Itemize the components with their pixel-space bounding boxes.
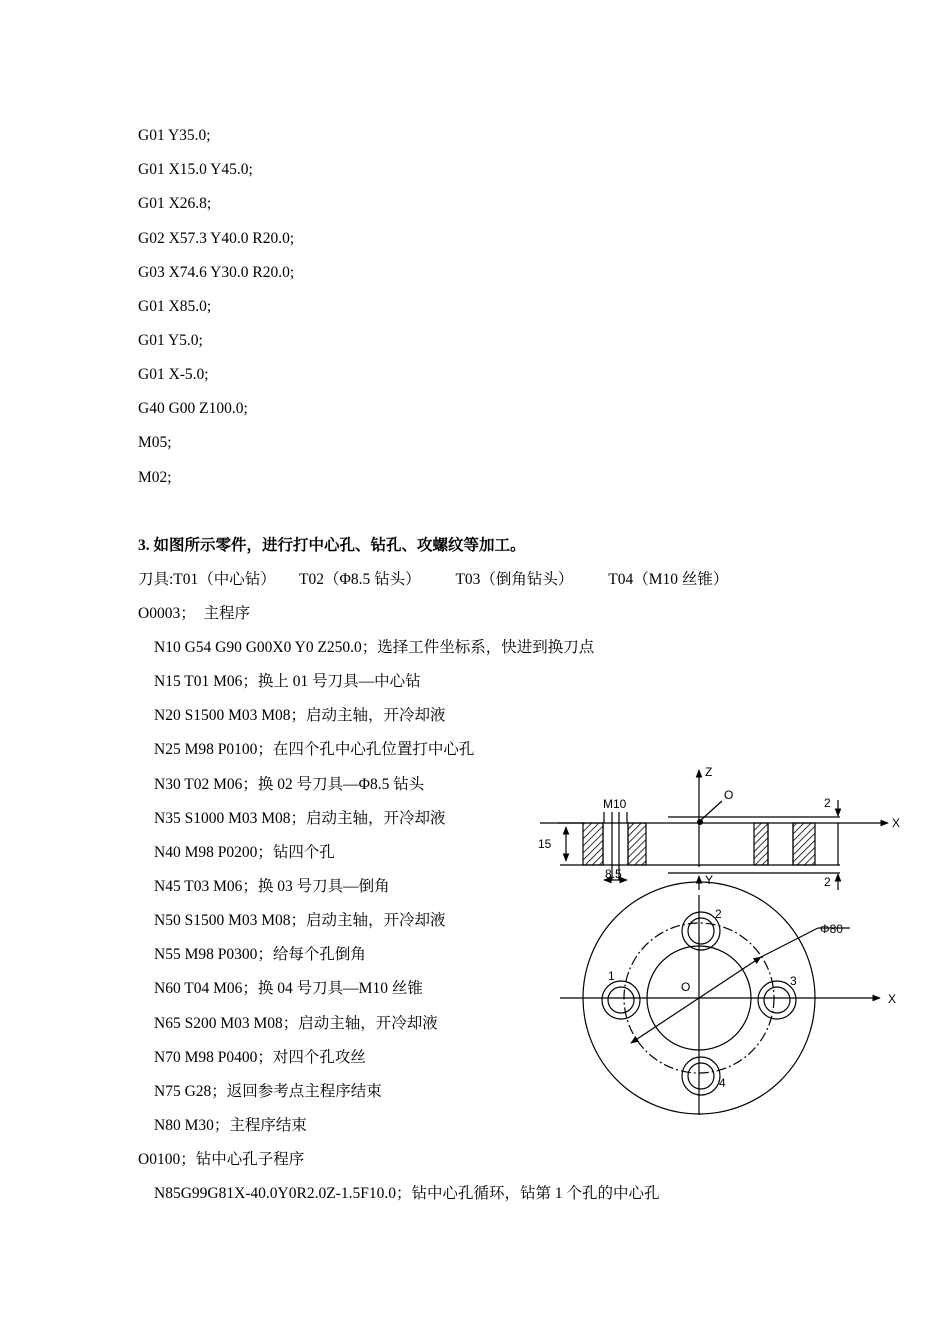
- program-line: N25 M98 P0100；在四个孔中心孔位置打中心孔: [154, 741, 475, 758]
- program-line: N65 S200 M03 M08；启动主轴，开冷却液: [154, 1015, 438, 1032]
- tool-list: 刀具:T01（中心钻） T02（Φ8.5 钻头） T03（倒角钻头） T04（M10 丝锥）: [138, 571, 729, 588]
- program-line: N10 G54 G90 G00X0 Y0 Z250.0；选择工件坐标系，快进到换刀点: [154, 639, 595, 656]
- hole-4: [682, 1057, 720, 1095]
- phi80-label: Φ80: [820, 922, 843, 936]
- program-line: N70 M98 P0400；对四个孔攻丝: [154, 1049, 366, 1066]
- program-line: N30 T02 M06；换 02 号刀具—Φ8.5 钻头: [154, 776, 425, 793]
- hole-1: [602, 981, 640, 1019]
- program-line: N80 M30；主程序结束: [154, 1117, 307, 1134]
- program-line: N15 T01 M06；换上 01 号刀具—中心钻: [154, 673, 421, 690]
- program-header: O0003； 主程序: [138, 605, 250, 622]
- program-line: N85G99G81X-40.0Y0R2.0Z-1.5F10.0；钻中心孔循环，钻第 1 个孔的中心孔: [154, 1185, 660, 1202]
- y-axis-label: Y: [705, 873, 714, 887]
- dim-85-label: 8.5: [605, 867, 622, 881]
- program-line: N75 G28；返回参考点主程序结束: [154, 1083, 382, 1100]
- program-line: N20 S1500 M03 M08；启动主轴，开冷却液: [154, 707, 446, 724]
- code-line: M05;: [138, 434, 172, 451]
- section-left-1: [583, 823, 603, 865]
- program-line: N40 M98 P0200；钻四个孔: [154, 844, 335, 861]
- code-line: G01 X-5.0;: [138, 366, 209, 383]
- dim-15-label: 15: [538, 837, 552, 851]
- program-line: N55 M98 P0300；给每个孔倒角: [154, 946, 366, 963]
- origin-label-top: O: [724, 788, 734, 802]
- hole-3-label: 3: [790, 974, 797, 988]
- program-line: N60 T04 M06；换 04 号刀具—M10 丝锥: [154, 980, 423, 997]
- dim-2-top-label: 2: [824, 796, 831, 810]
- m10-label: M10: [603, 797, 627, 811]
- program-line: N50 S1500 M03 M08；启动主轴，开冷却液: [154, 912, 446, 929]
- dim-2-bottom-label: 2: [824, 875, 831, 889]
- code-line: M02;: [138, 469, 172, 486]
- code-line: G01 X15.0 Y45.0;: [138, 161, 253, 178]
- code-line: G01 X26.8;: [138, 195, 212, 212]
- part-drawing: [528, 760, 908, 1120]
- section-heading: 3. 如图所示零件，进行打中心孔、钻孔、攻螺纹等加工。: [138, 537, 526, 554]
- section-view: [540, 770, 888, 890]
- program-line: N45 T03 M06；换 03 号刀具—倒角: [154, 878, 390, 895]
- code-line: G02 X57.3 Y40.0 R20.0;: [138, 230, 295, 247]
- origin-dot: [697, 819, 703, 825]
- origin-label-center: O: [681, 980, 691, 994]
- section-right-2: [793, 823, 815, 865]
- z-axis-label: Z: [705, 765, 713, 779]
- code-line: G03 X74.6 Y30.0 R20.0;: [138, 264, 295, 281]
- code-line: G40 G00 Z100.0;: [138, 400, 248, 417]
- x-axis-label-top: X: [892, 816, 901, 830]
- hole-1-label: 1: [608, 969, 615, 983]
- program-line: N35 S1000 M03 M08；启动主轴，开冷却液: [154, 810, 446, 827]
- code-line: G01 X85.0;: [138, 298, 212, 315]
- section-right-1: [754, 823, 768, 865]
- code-line: G01 Y5.0;: [138, 332, 203, 349]
- x-axis-label-bottom: X: [888, 992, 897, 1006]
- hole-4-label: 4: [719, 1076, 726, 1090]
- phi80-diameter-line: [631, 957, 761, 1043]
- hole-2-label: 2: [715, 907, 722, 921]
- section-left-2: [628, 823, 646, 865]
- code-line: G01 Y35.0;: [138, 127, 211, 144]
- subprogram-header: O0100；钻中心孔子程序: [138, 1151, 305, 1168]
